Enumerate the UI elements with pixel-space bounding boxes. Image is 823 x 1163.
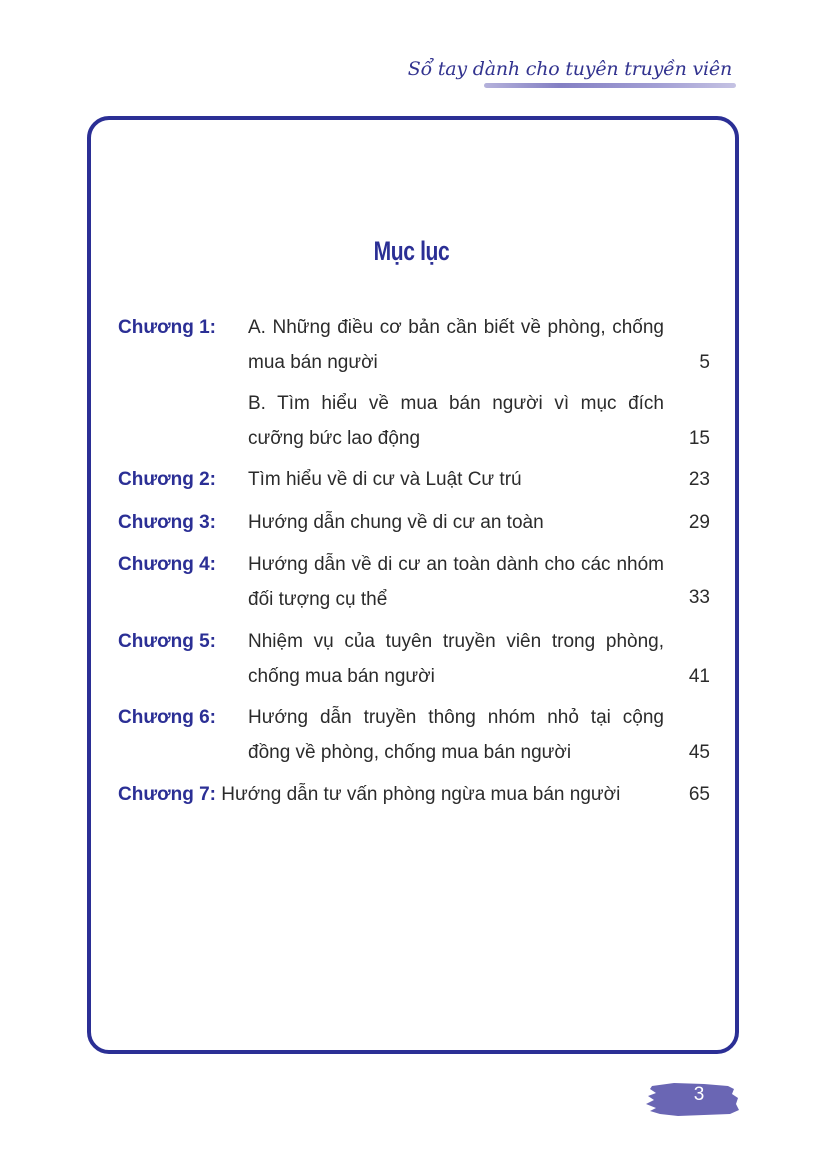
chapter-label: Chương 6: <box>118 707 216 728</box>
running-header-title: Sổ tay dành cho tuyên truyền viên <box>407 58 732 80</box>
chapter-label: Chương 5: <box>118 631 216 652</box>
page-number: 15 <box>688 428 710 449</box>
entry-title: A. Những điều cơ bản cần biết về phòng, chống mua bán người <box>248 317 664 373</box>
page-number-badge <box>644 1080 740 1118</box>
chapter-label: Chương 1: <box>118 317 216 338</box>
page-number: 29 <box>688 512 710 533</box>
running-header <box>407 52 770 92</box>
chapter-label: Chương 3: <box>118 512 216 533</box>
brush-stroke-underline <box>484 83 736 88</box>
entry-title: Nhiệm vụ của tuyên truyền viên trong phòng, chống mua bán người <box>248 631 664 687</box>
page-number: 3 <box>693 1084 705 1105</box>
entry-title: B. Tìm hiểu về mua bán người vì mục đích cưỡng bức lao động <box>248 393 664 449</box>
page-number: 41 <box>688 666 710 687</box>
entry-title: Hướng dẫn tư vấn phòng ngừa mua bán người <box>221 784 621 805</box>
page-number: 65 <box>688 784 710 805</box>
entry-title: Hướng dẫn truyền thông nhóm nhỏ tại cộng đồng về phòng, chống mua bán người <box>248 707 664 763</box>
page-number: 33 <box>688 587 710 608</box>
entry-title: Hướng dẫn chung về di cư an toàn <box>248 512 544 533</box>
chapter-label: Chương 2: <box>118 469 216 490</box>
page-number: 23 <box>688 469 710 490</box>
chapter-label: Chương 7: <box>118 784 216 805</box>
entry-title: Tìm hiểu về di cư và Luật Cư trú <box>248 469 522 490</box>
page-number: 5 <box>699 352 710 373</box>
page-title: Mục lục <box>373 236 450 266</box>
entry-title: Hướng dẫn về di cư an toàn dành cho các nhóm đối tượng cụ thể <box>248 554 664 610</box>
page-number: 45 <box>688 742 710 763</box>
toc-entry-chapter-7[interactable] <box>118 777 718 812</box>
chapter-label: Chương 4: <box>118 554 216 575</box>
